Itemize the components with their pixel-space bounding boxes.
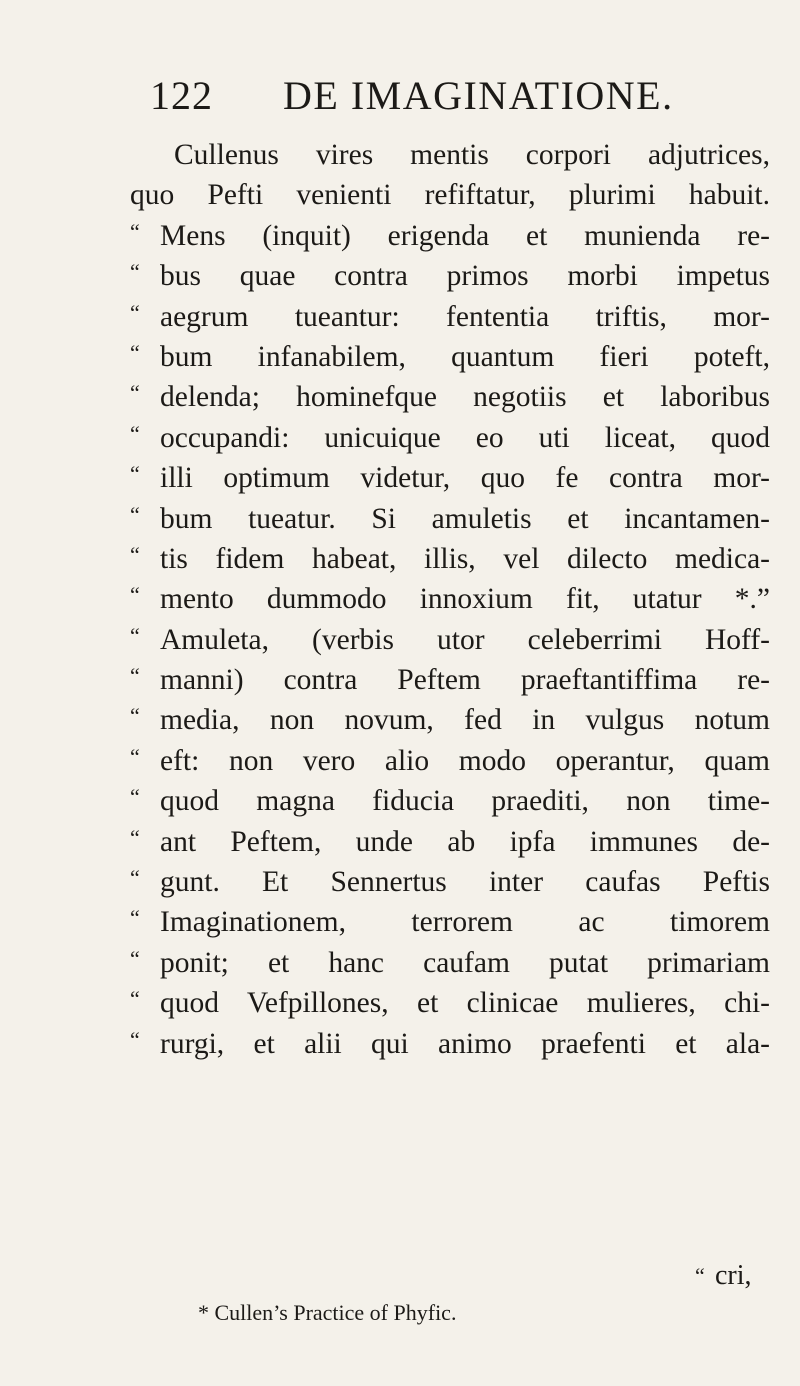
text-line <box>130 983 770 1023</box>
quote-mark: “ <box>130 986 140 1012</box>
quote-mark: “ <box>130 218 140 244</box>
text-line <box>130 700 770 740</box>
quote-mark: “ <box>130 541 140 567</box>
line-text: rurgi, et alii qui animo praefenti et ala- <box>160 1027 770 1060</box>
line-text: Mens (inquit) erigenda et munienda re- <box>160 219 770 252</box>
quote-mark: “ <box>130 945 140 971</box>
text-line <box>130 297 770 337</box>
quote-mark: “ <box>130 461 140 487</box>
quote-mark: “ <box>130 501 140 527</box>
text-line <box>130 216 770 256</box>
text-line <box>130 741 770 781</box>
quote-mark: “ <box>695 1263 705 1288</box>
text-line <box>130 256 770 296</box>
line-text: bus quae contra primos morbi impetus <box>160 260 770 293</box>
text-line <box>130 539 770 579</box>
text-line: Cullenus vires mentis corpori adjutrices, <box>174 139 770 171</box>
line-text: Imaginationem, terrorem ac timorem <box>160 906 770 939</box>
text-line: quo Pefti venienti refiftatur, plurimi habuit. <box>130 179 770 212</box>
quote-mark: “ <box>130 865 140 891</box>
line-text: manni) contra Peftem praeftantiffima re- <box>160 664 770 697</box>
text-line <box>130 822 770 862</box>
quote-mark: “ <box>130 339 140 365</box>
line-text: eft: non vero alio modo operantur, quam <box>160 744 770 777</box>
running-head <box>150 72 790 120</box>
text-line <box>130 943 770 983</box>
text-line <box>130 1024 770 1064</box>
line-text: delenda; hominefque negotiis et laboribus <box>160 381 770 414</box>
catchword-text: cri, <box>715 1260 752 1291</box>
line-text: ponit; et hanc caufam putat primariam <box>160 946 770 979</box>
line-text: media, non novum, fed in vulgus notum <box>160 704 770 737</box>
line-text: ant Peftem, unde ab ipfa immunes de- <box>160 825 770 858</box>
text-line <box>130 660 770 700</box>
quote-mark: “ <box>130 824 140 850</box>
line-text: illi optimum videtur, quo fe contra mor- <box>160 462 770 495</box>
text-line <box>130 418 770 458</box>
line-text: occupandi: unicuique eo uti liceat, quod <box>160 421 770 454</box>
quote-mark: “ <box>130 743 140 769</box>
text-line <box>130 377 770 417</box>
line-text: aegrum tueantur: fententia triftis, mor- <box>160 300 770 333</box>
quote-mark: “ <box>130 905 140 931</box>
line-text: Amuleta, (verbis utor celeberrimi Hoff- <box>160 623 770 656</box>
text-line <box>130 620 770 660</box>
text-line <box>130 458 770 498</box>
text-line <box>130 781 770 821</box>
text-line <box>130 337 770 377</box>
line-text: gunt. Et Sennertus inter caufas Peftis <box>160 866 770 899</box>
text-line <box>130 499 770 539</box>
quote-mark: “ <box>130 622 140 648</box>
text-line <box>130 902 770 942</box>
body-text <box>130 135 770 1064</box>
quote-mark: “ <box>130 703 140 729</box>
quote-mark: “ <box>130 784 140 810</box>
line-text: tis fidem habeat, illis, vel dilecto medica- <box>160 542 770 575</box>
line-text: mento dummodo innoxium fit, utatur *.” <box>160 583 770 616</box>
line-text: quod magna fiducia praediti, non time- <box>160 785 770 818</box>
line-text: bum infanabilem, quantum fieri poteft, <box>160 340 770 373</box>
text-line <box>130 579 770 619</box>
text-line <box>130 862 770 902</box>
quote-mark: “ <box>130 663 140 689</box>
quote-mark: “ <box>130 420 140 446</box>
quote-mark: “ <box>130 582 140 608</box>
page-number: 122 <box>150 73 213 118</box>
quote-mark: “ <box>130 259 140 285</box>
quote-mark: “ <box>130 299 140 325</box>
running-title: DE IMAGINATIONE. <box>283 73 674 118</box>
footnote: * Cullen’s Practice of Phyfic. <box>198 1300 457 1325</box>
catchword <box>695 1260 752 1292</box>
quote-mark: “ <box>130 1026 140 1052</box>
line-text: bum tueatur. Si amuletis et incantamen- <box>160 502 770 535</box>
quote-mark: “ <box>130 380 140 406</box>
line-text: quod Vefpillones, et clinicae mulieres, chi- <box>160 987 770 1020</box>
